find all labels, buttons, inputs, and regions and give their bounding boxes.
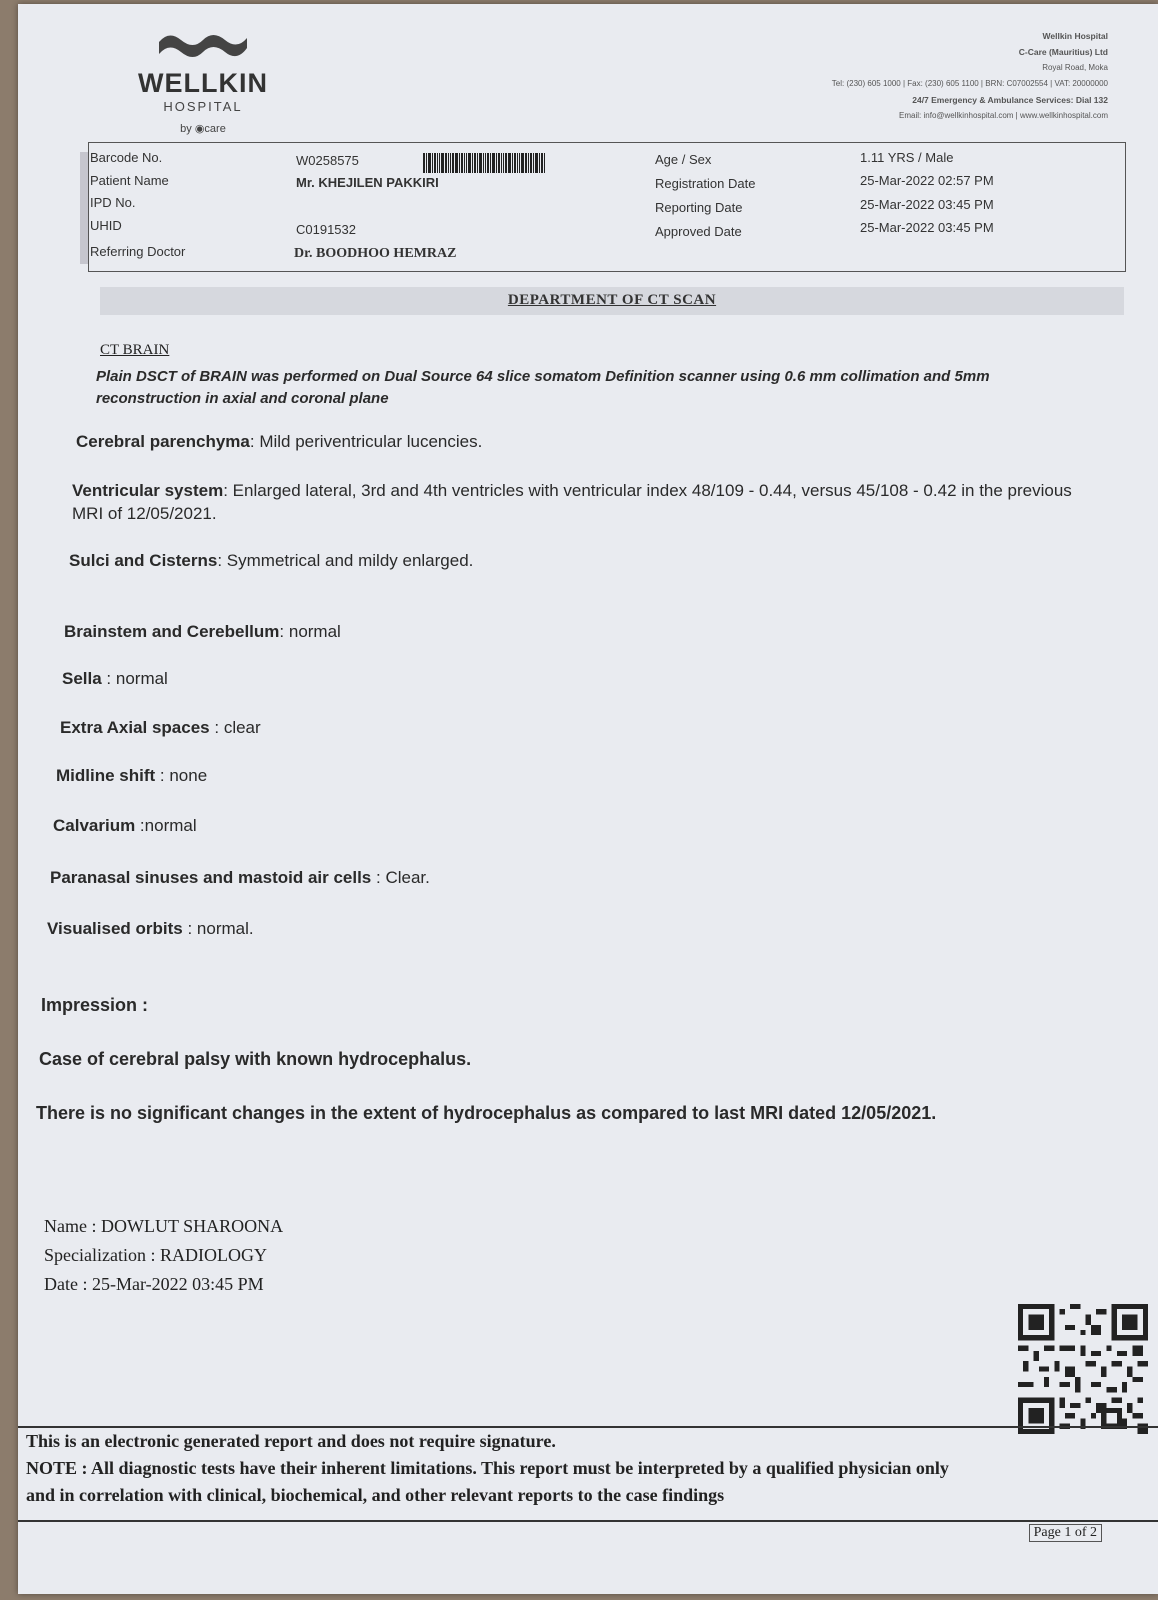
finding-label: Ventricular system [72, 481, 224, 500]
impression-label: Impression : [41, 995, 149, 1015]
finding-brainstem-cerebellum [64, 620, 341, 643]
impression-line-1: Case of cerebral palsy with known hydrocephalus. [39, 1049, 472, 1069]
footer-line-1: This is an electronic generated report and does not require signature. [26, 1431, 556, 1451]
finding-sep: : [223, 481, 233, 500]
signatory-specialization: Specialization : RADIOLOGY [44, 1245, 267, 1265]
label-registration-date: Registration Date [655, 176, 756, 191]
finding-sep: : [279, 622, 289, 641]
finding-text: normal [288, 622, 341, 641]
finding-sep: : [371, 868, 386, 887]
report-title: CT BRAIN [100, 342, 170, 358]
finding-midline-shift [56, 764, 207, 787]
value-barcode: W0258575 [296, 153, 359, 168]
finding-text: Clear. [385, 868, 430, 887]
finding-sella [62, 667, 168, 690]
finding-sep: : [155, 766, 170, 785]
finding-sulci-cisterns [69, 549, 473, 572]
finding-sep: : [209, 718, 224, 737]
value-registration-date: 25-Mar-2022 02:57 PM [860, 173, 994, 188]
report-intro: Plain DSCT of BRAIN was performed on Dual Source 64 slice somatom Definition scanner using 0.6 mm collimation and 5mm reconstruction in axial and coronal plane [96, 368, 990, 407]
finding-label: Extra Axial spaces [60, 718, 210, 737]
finding-text: normal [115, 669, 168, 688]
address-line: Tel: (230) 605 1000 | Fax: (230) 605 1100 | BRN: C07002554 | VAT: 20000000 [831, 79, 1108, 88]
label-referring-doctor: Referring Doctor [90, 244, 186, 259]
finding-sep: : [182, 919, 197, 938]
finding-text: Symmetrical and mildy enlarged. [226, 551, 474, 570]
finding-label: Sulci and Cisterns [69, 551, 218, 570]
finding-label: Brainstem and Cerebellum [64, 622, 280, 641]
value-referring-doctor: Dr. BOODHOO HEMRAZ [294, 246, 457, 261]
finding-sep: : [135, 816, 145, 835]
finding-text: clear [223, 718, 261, 737]
finding-text: normal [144, 816, 197, 835]
finding-label: Sella [62, 669, 102, 688]
hospital-logo [123, 32, 283, 135]
label-age-sex: Age / Sex [655, 152, 712, 167]
hospital-address [832, 28, 1108, 124]
label-reporting-date: Reporting Date [655, 200, 743, 215]
signatory-name: Name : DOWLUT SHAROONA [44, 1216, 284, 1236]
value-patient-name: Mr. KHEJILEN PAKKIRI [296, 175, 439, 190]
finding-label: Calvarium [53, 816, 136, 835]
footer-line-3: and in correlation with clinical, biochemical, and other relevant reports to the case findings [26, 1485, 725, 1505]
address-line: Royal Road, Moka [1042, 63, 1108, 72]
label-uhid: UHID [90, 218, 122, 233]
label-ipd: IPD No. [90, 195, 136, 210]
finding-calvarium [53, 814, 197, 837]
signatory-block [44, 1212, 283, 1299]
label-barcode: Barcode No. [90, 150, 163, 165]
finding-paranasal-sinuses [50, 866, 430, 889]
hospital-by: by ◉care [180, 123, 226, 135]
report-footer [18, 1426, 1158, 1522]
finding-label: Midline shift [56, 766, 156, 785]
finding-visualised-orbits [47, 917, 254, 940]
address-line: Email: info@wellkinhospital.com | www.wellkinhospital.com [899, 111, 1108, 120]
value-approved-date: 25-Mar-2022 03:45 PM [860, 220, 994, 235]
value-reporting-date: 25-Mar-2022 03:45 PM [860, 197, 994, 212]
finding-text: Mild periventricular lucencies. [259, 432, 483, 451]
department-bar [100, 287, 1124, 315]
finding-label: Visualised orbits [47, 919, 183, 938]
finding-sep: : [249, 432, 260, 451]
label-approved-date: Approved Date [655, 224, 742, 239]
department-title: DEPARTMENT OF CT SCAN [507, 292, 717, 308]
impression-line-2: There is no significant changes in the extent of hydrocephalus as compared to last MRI dated 12/05/2021. [36, 1103, 937, 1123]
logo-mark-icon [155, 32, 251, 66]
finding-sep: : [101, 669, 116, 688]
finding-text: normal. [196, 919, 254, 938]
report-page [18, 4, 1158, 1594]
value-uhid: C0191532 [296, 222, 356, 237]
side-strip [80, 152, 88, 264]
footer-line-2: NOTE : All diagnostic tests have their inherent limitations. This report must be interpreted by a qualified physician only [26, 1458, 949, 1478]
address-line: C-Care (Mauritius) Ltd [1018, 47, 1108, 57]
finding-label: Paranasal sinuses and mastoid air cells [50, 868, 372, 887]
finding-label: Cerebral parenchyma [76, 432, 250, 451]
finding-ventricular-system [72, 479, 1092, 525]
finding-sep: : [217, 551, 227, 570]
barcode-image [423, 153, 546, 173]
page-number: Page 1 of 2 [1029, 1524, 1102, 1542]
qr-code-icon [1014, 1304, 1152, 1434]
address-line: Wellkin Hospital [1042, 31, 1108, 41]
finding-cerebral-parenchyma [76, 430, 482, 453]
hospital-sub: HOSPITAL [163, 99, 243, 114]
address-line: 24/7 Emergency & Ambulance Services: Dial 132 [912, 95, 1108, 105]
finding-extra-axial-spaces [60, 716, 261, 739]
finding-text: Enlarged lateral, 3rd and 4th ventricles with ventricular index 48/109 - 0.44, versus 45/108 - 0.42 in the previous MRI of 12/05/2021. [72, 481, 1072, 523]
finding-text: none [169, 766, 208, 785]
label-patient-name: Patient Name [90, 173, 169, 188]
signatory-date: Date : 25-Mar-2022 03:45 PM [44, 1274, 264, 1294]
hospital-name: WELLKIN [138, 68, 268, 98]
value-age-sex: 1.11 YRS / Male [860, 150, 954, 165]
